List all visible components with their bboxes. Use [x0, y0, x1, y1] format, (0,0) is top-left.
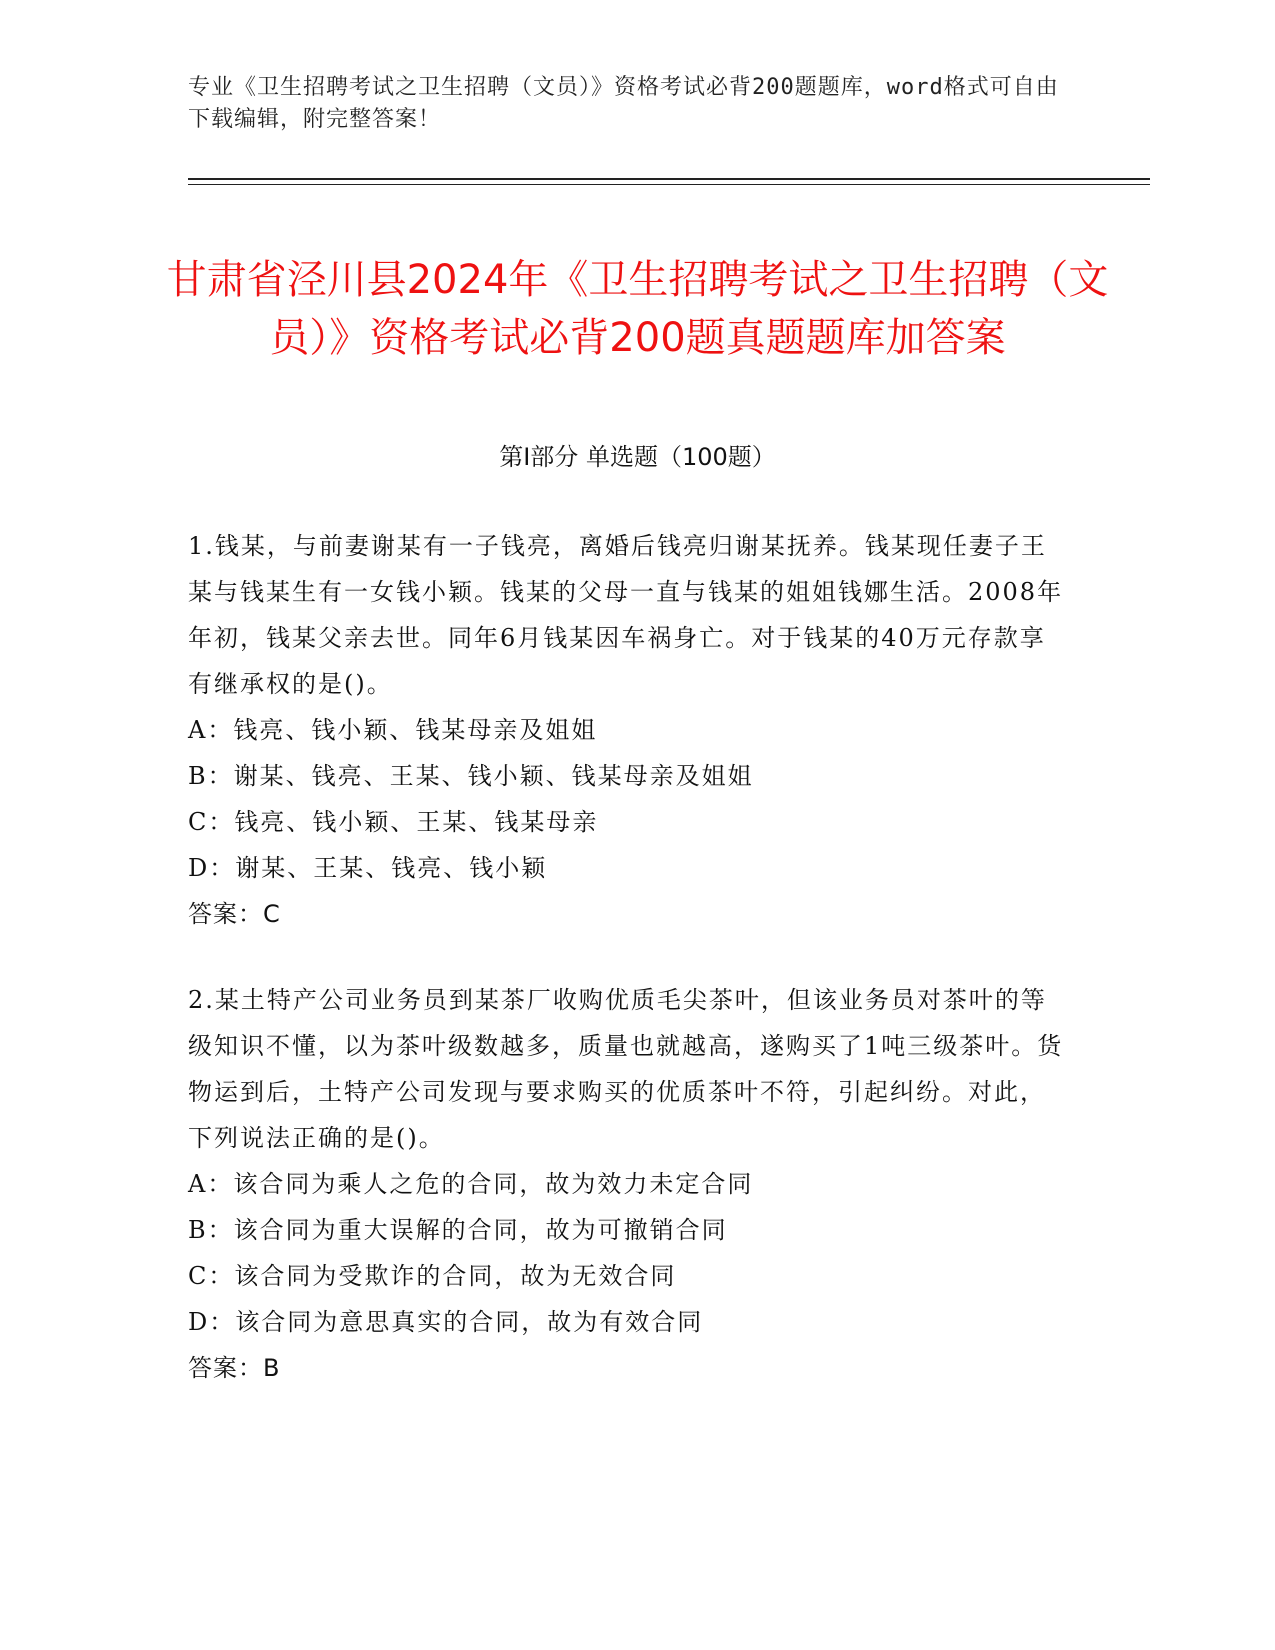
question-2: [188, 977, 1068, 1391]
option-d: D：谢某、王某、钱亮、钱小颖: [188, 854, 548, 882]
header-rule-thick: [188, 178, 1150, 180]
option-b: B：谢某、钱亮、王某、钱小颖、钱某母亲及姐姐: [188, 762, 754, 790]
header-note: 专业《卫生招聘考试之卫生招聘（文员）》资格考试必背200题题库，word格式可自由下载编辑，附完整答案！: [188, 75, 1059, 132]
option-c: C：该合同为受欺诈的合同，故为无效合同: [188, 1262, 677, 1290]
option-a: A：该合同为乘人之危的合同，故为效力未定合同: [188, 1170, 754, 1198]
question-stem: 1.钱某，与前妻谢某有一子钱亮，离婚后钱亮归谢某抚养。钱某现任妻子王某与钱某生有一女钱小颖。钱某的父母一直与钱某的姐姐钱娜生活。2008年年初，钱某父亲去世。同年6月钱某因车祸身亡。对于钱某的40万元存款享有继承权的是()。: [188, 532, 1064, 698]
answer-line: 答案：B: [188, 1354, 281, 1382]
question-stem: 2.某土特产公司业务员到某茶厂收购优质毛尖茶叶，但该业务员对茶叶的等级知识不懂，以为茶叶级数越多，质量也就越高，遂购买了1吨三级茶叶。货物运到后，土特产公司发现与要求购买的优质茶叶不符，引起纠纷。对此，下列说法正确的是()。: [188, 986, 1064, 1152]
question-1: [188, 523, 1068, 937]
option-a: A：钱亮、钱小颖、钱某母亲及姐姐: [188, 716, 598, 744]
answer-line: 答案：C: [188, 900, 281, 928]
option-c: C：钱亮、钱小颖、王某、钱某母亲: [188, 808, 599, 836]
document-title: 甘肃省泾川县2024年《卫生招聘考试之卫生招聘（文员）》资格考试必背200题真题题库加答案: [166, 256, 1109, 361]
option-d: D：该合同为意思真实的合同，故为有效合同: [188, 1308, 704, 1336]
section-title: 第Ⅰ部分 单选题（100题）: [499, 443, 776, 471]
option-b: B：该合同为重大误解的合同，故为可撤销合同: [188, 1216, 728, 1244]
header-rule-thin: [188, 184, 1150, 185]
